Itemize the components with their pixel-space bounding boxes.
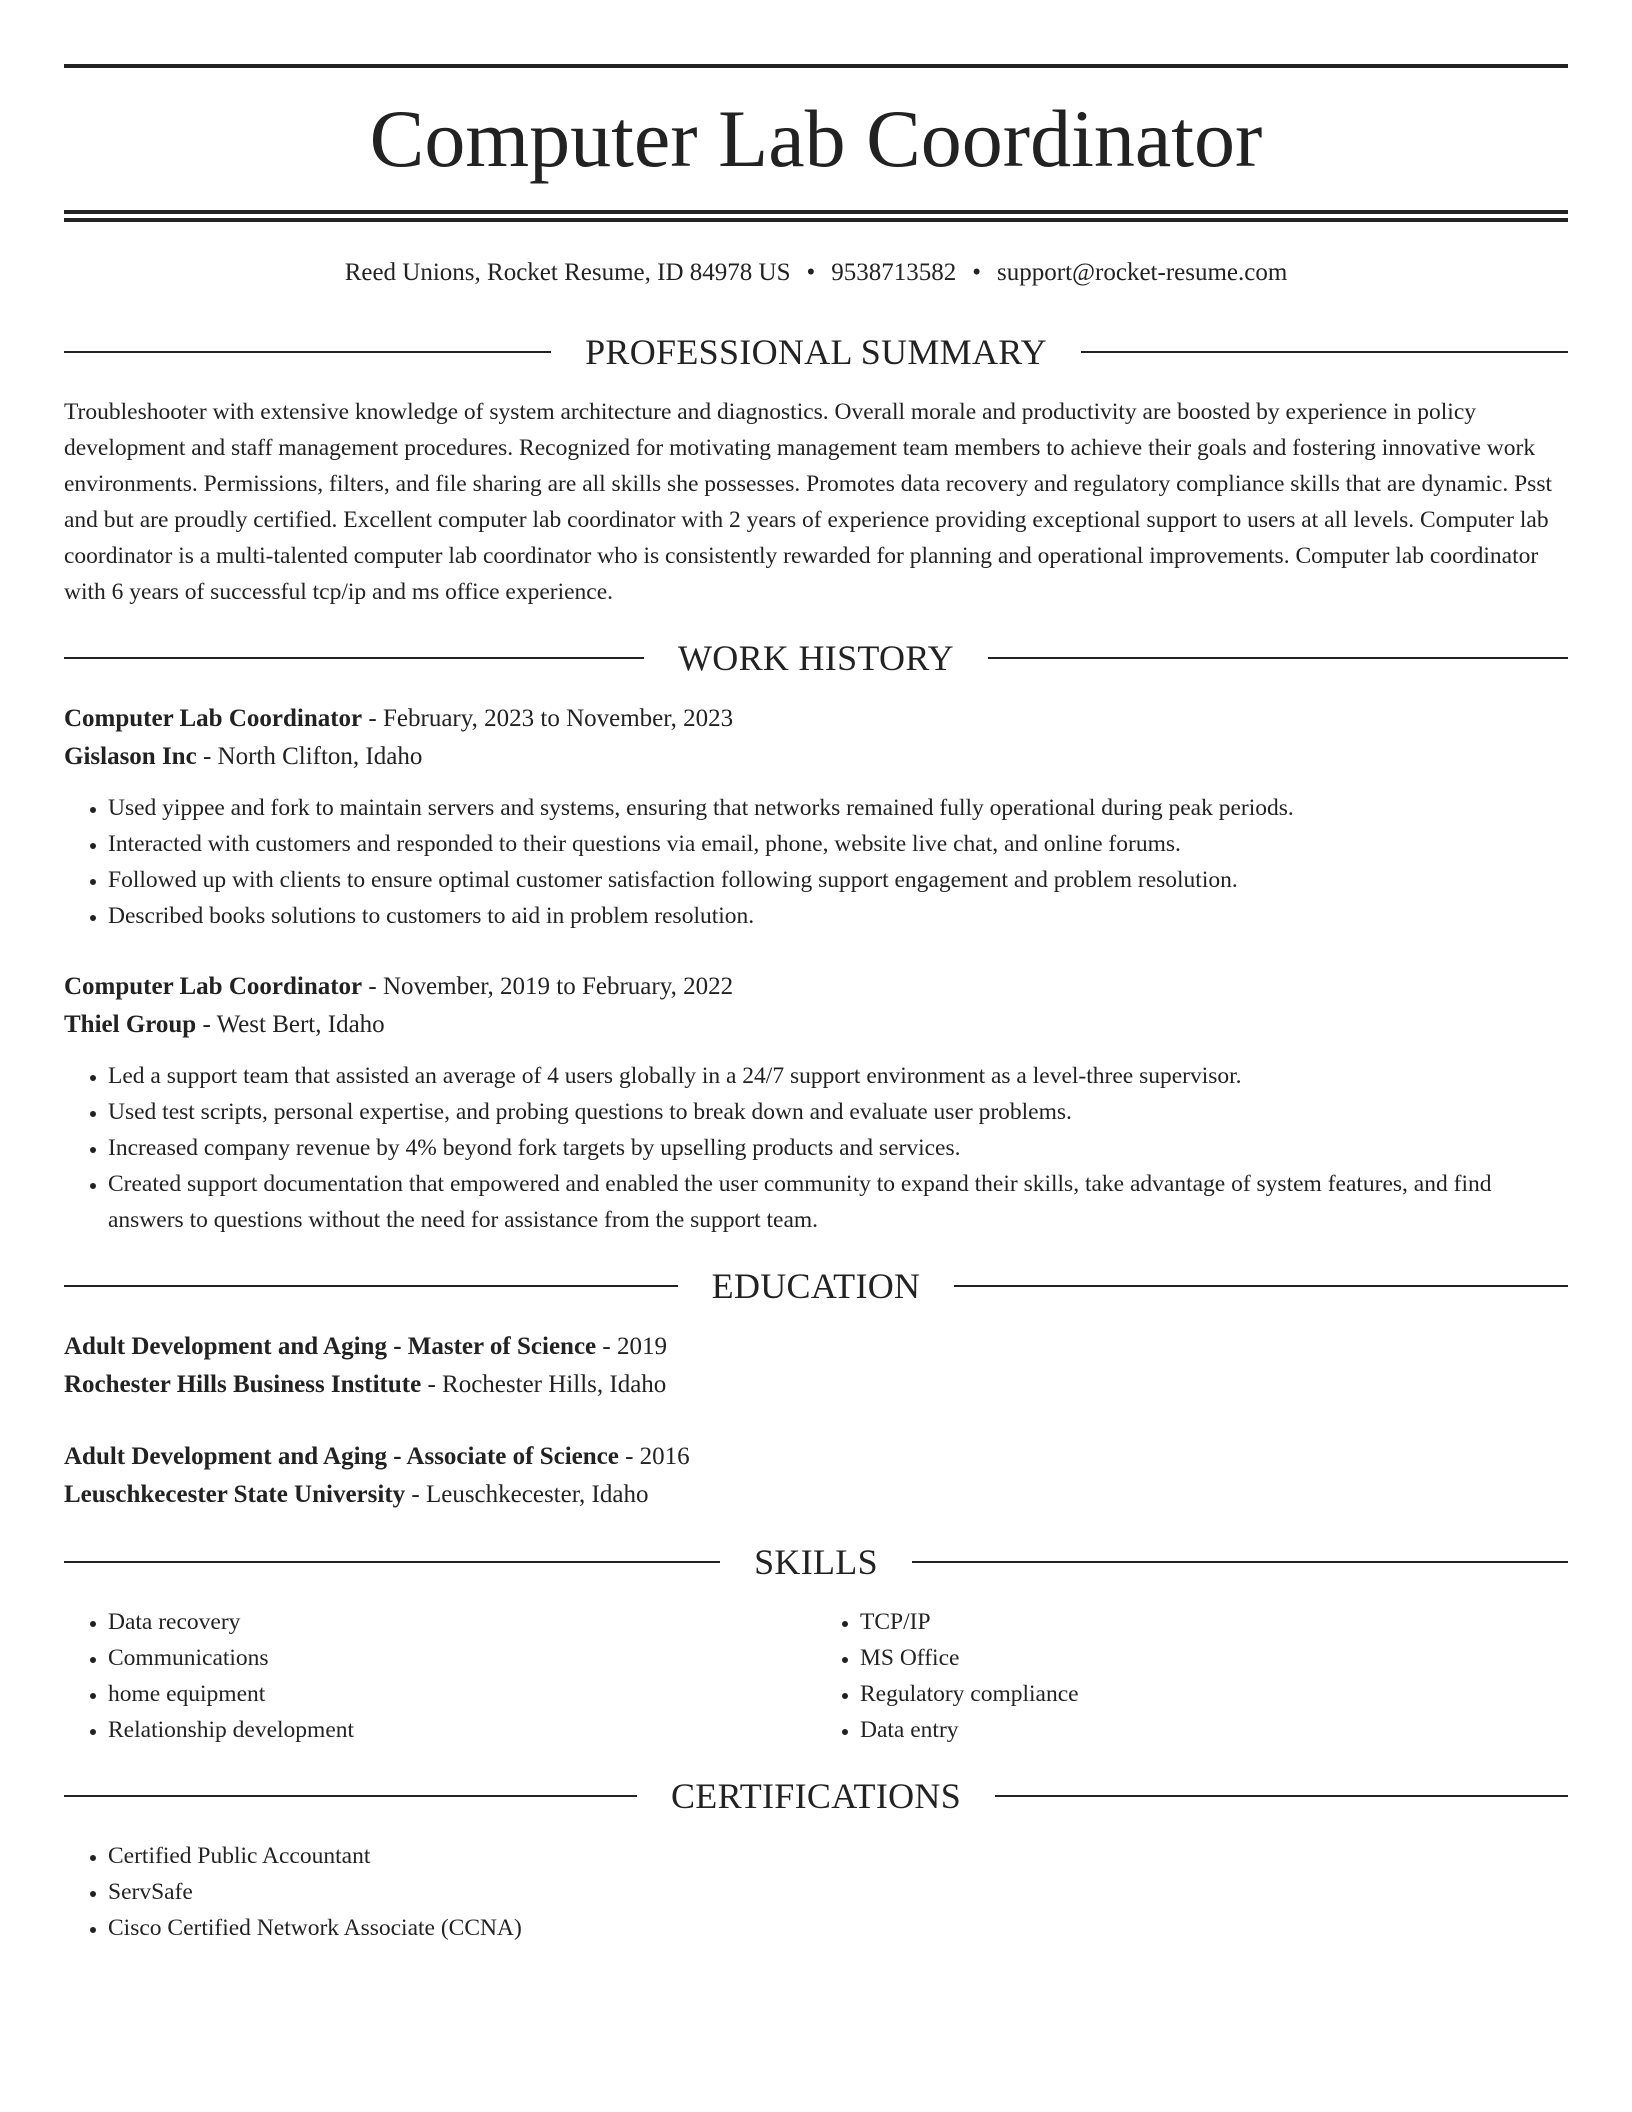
job-company-line [64, 1006, 1568, 1044]
job-bullet: • Increased company revenue by 4% beyond fork targets by upselling products and services. [108, 1130, 1568, 1166]
certification-item: • ServSafe [108, 1874, 1568, 1910]
title-double-rule [64, 210, 1568, 222]
section-title: WORK HISTORY [678, 638, 954, 678]
job-bullet: • Led a support team that assisted an average of 4 users globally in a 24/7 support environment as a level-three supervisor. [108, 1058, 1568, 1094]
section-title: CERTIFICATIONS [670, 1776, 962, 1816]
heading-rule [954, 1285, 1568, 1287]
heading-rule [988, 657, 1568, 659]
job-location: - North Clifton, Idaho [196, 743, 423, 770]
skills-grid [64, 1604, 1568, 1748]
section-title: EDUCATION [711, 1266, 921, 1306]
section-heading-summary [64, 330, 1568, 374]
heading-rule [64, 657, 644, 659]
education-location: - Leuschkecester, Idaho [405, 1481, 649, 1508]
certifications-list [64, 1838, 1568, 1946]
summary-paragraph: Troubleshooter with extensive knowledge of system architecture and diagnostics. Overall morale and productivity are boosted by experience in policy development and staff management procedures. Recognized for motivating management team members to achieve their goals and fostering innovative work environments. Permissions, filters, and file sharing are all skills she possesses. Promotes data recovery and regulatory compliance skills that are dynamic. Psst and but are proudly certified. Excellent computer lab coordinator with 2 years of experience providing exceptional support to users at all levels. Computer lab coordinator is a multi-talented computer lab coordinator who is consistently rewarded for planning and operational improvements. Computer lab coordinator with 6 years of successful tcp/ip and ms office experience. [64, 399, 1553, 605]
job-company: Gislason Inc [64, 743, 197, 770]
heading-rule [64, 1285, 678, 1287]
contact-phone: 9538713582 [831, 259, 957, 286]
education-degree: Adult Development and Aging - Master of Science [64, 1333, 597, 1360]
heading-rule [912, 1561, 1568, 1563]
job-bullet: • Followed up with clients to ensure optimal customer satisfaction following support engagement and problem resolution. [108, 862, 1568, 898]
section-heading-skills [64, 1540, 1568, 1584]
job-bullets [64, 790, 1568, 934]
job-title: Computer Lab Coordinator [64, 705, 363, 732]
contact-address: Reed Unions, Rocket Resume, ID 84978 US [344, 259, 791, 286]
job-bullet: • Interacted with customers and responded to their questions via email, phone, website live chat, and online forums. [108, 826, 1568, 862]
job-bullet: • Described books solutions to customers to aid in problem resolution. [108, 898, 1568, 934]
heading-rule [64, 1561, 720, 1563]
education-degree: Adult Development and Aging - Associate of Science [64, 1443, 619, 1470]
education-entry [64, 1438, 1568, 1514]
skill-item: • Relationship development [108, 1712, 816, 1748]
skill-item: • Communications [108, 1640, 816, 1676]
job-location: - West Bert, Idaho [196, 1011, 385, 1038]
skill-item: • TCP/IP [860, 1604, 1568, 1640]
resume-page [64, 64, 1568, 1946]
heading-rule [64, 1795, 637, 1797]
job-entry [64, 700, 1568, 934]
certifications-list-wrapper [64, 1838, 1568, 1946]
contact-separator: • [806, 259, 816, 286]
job-bullet: • Used test scripts, personal expertise, and probing questions to break down and evaluate user problems. [108, 1094, 1568, 1130]
skill-item: • Data recovery [108, 1604, 816, 1640]
skills-column-left [64, 1604, 816, 1748]
section-heading-work-history [64, 636, 1568, 680]
contact-separator: • [972, 259, 982, 286]
education-degree-line [64, 1438, 1568, 1476]
job-dates: - November, 2019 to February, 2022 [362, 973, 734, 1000]
skill-item: • home equipment [108, 1676, 816, 1712]
education-school: Rochester Hills Business Institute [64, 1371, 422, 1398]
skills-column-right [816, 1604, 1568, 1748]
education-entry [64, 1328, 1568, 1404]
top-rule [64, 64, 1568, 68]
resume-title: Computer Lab Coordinator [369, 93, 1263, 184]
job-company-line [64, 738, 1568, 776]
education-school-line [64, 1366, 1568, 1404]
skill-item: • Data entry [860, 1712, 1568, 1748]
job-dates: - February, 2023 to November, 2023 [362, 705, 734, 732]
education-school: Leuschkecester State University [64, 1481, 406, 1508]
heading-rule [995, 1795, 1568, 1797]
job-company: Thiel Group [64, 1011, 197, 1038]
education-year: - 2019 [596, 1333, 667, 1360]
education-year: - 2016 [618, 1443, 690, 1470]
section-title: SKILLS [754, 1542, 878, 1582]
job-title-line [64, 700, 1568, 738]
heading-rule [1081, 351, 1568, 353]
job-title-line [64, 968, 1568, 1006]
heading-rule [64, 351, 551, 353]
contact-line [64, 256, 1568, 290]
section-title: PROFESSIONAL SUMMARY [585, 332, 1047, 372]
job-title: Computer Lab Coordinator [64, 973, 363, 1000]
job-bullet: • Used yippee and fork to maintain servers and systems, ensuring that networks remained fully operational during peak periods. [108, 790, 1568, 826]
education-school-line [64, 1476, 1568, 1514]
section-heading-education [64, 1264, 1568, 1308]
skill-item: • Regulatory compliance [860, 1676, 1568, 1712]
job-bullets [64, 1058, 1568, 1238]
certification-item: • Certified Public Accountant [108, 1838, 1568, 1874]
contact-email: support@rocket-resume.com [997, 259, 1288, 286]
job-entry [64, 968, 1568, 1238]
job-bullet: • Created support documentation that empowered and enabled the user community to expand their skills, take advantage of system features, and find answers to questions without the need for assistance from the support team. [108, 1166, 1568, 1238]
education-degree-line [64, 1328, 1568, 1366]
skill-item: • MS Office [860, 1640, 1568, 1676]
education-location: - Rochester Hills, Idaho [421, 1371, 667, 1398]
section-heading-certifications [64, 1774, 1568, 1818]
certification-item: • Cisco Certified Network Associate (CCNA) [108, 1910, 1568, 1946]
